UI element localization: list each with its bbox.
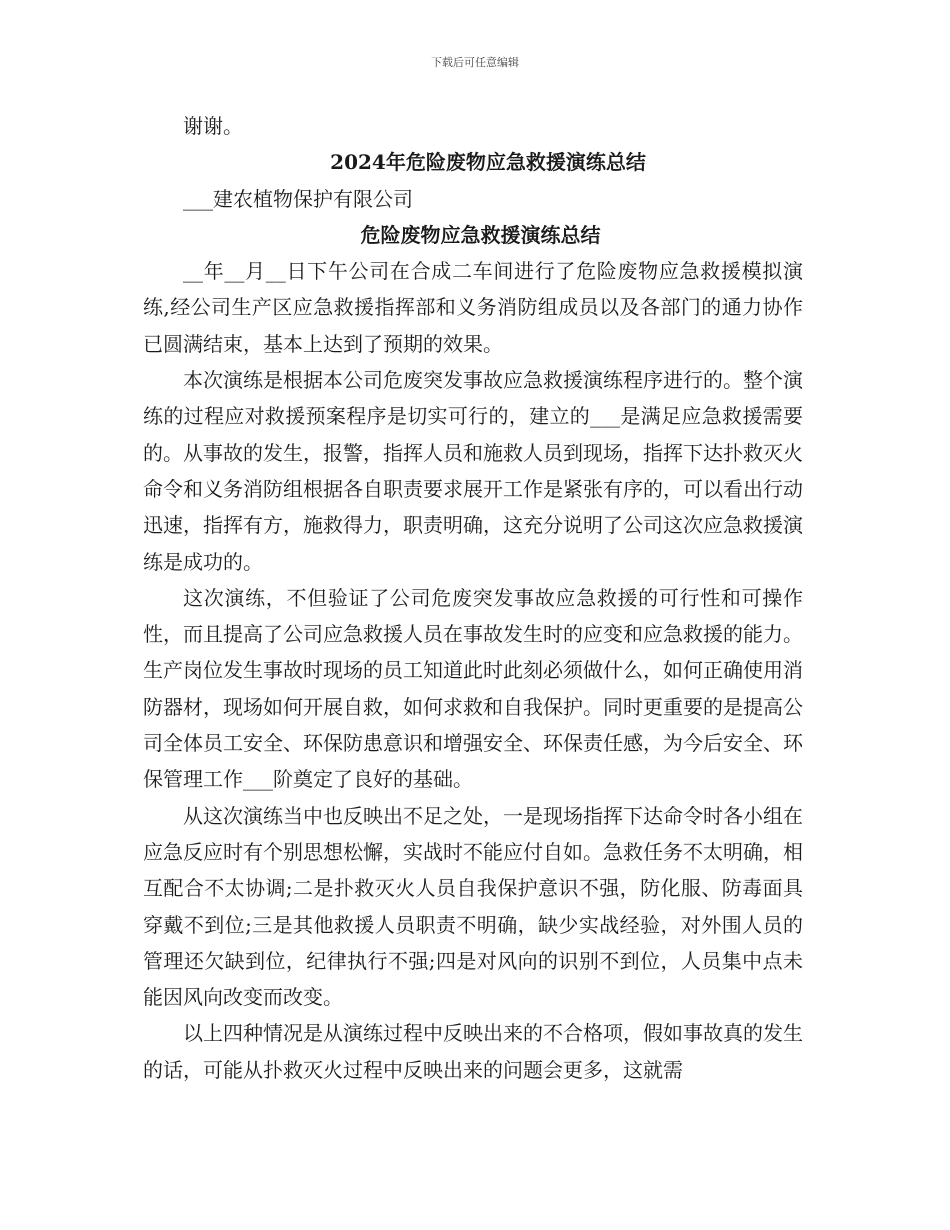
document-body (143, 108, 803, 1088)
paragraph: 这次演练，不但验证了公司危废突发事故应急救援的可行性和可操作性，而且提高了公司应急救援人员在事故发生时的应变和应急救援的能力。生产岗位发生事故时现场的员工知道此时此刻必须做什么，如何正确使用消防器材，现场如何开展自救，如何求救和自我保护。同时更重要的是提高公司全体员工安全、环保防患意识和增强安全、环保责任感，为今后安全、环保管理工作___阶奠定了良好的基础。 (143, 585, 803, 792)
header-note: 下载后可任意编辑 (431, 56, 519, 69)
sub-title: 危险废物应急救援演练总结 (360, 222, 601, 247)
company-name: ___建农植物保护有限公司 (183, 186, 413, 211)
paragraph: 以上四种情况是从演练过程中反映出来的不合格项，假如事故真的发生的话，可能从扑救灭火过程中反映出来的问题会更多，这就需 (143, 1021, 803, 1082)
closing-thanks: 谢谢。 (183, 114, 243, 138)
paragraph: 本次演练是根据本公司危废突发事故应急救援演练程序进行的。整个演练的过程应对救援预案程序是切实可行的，建立的___是满足应急救援需要的。从事故的发生，报警，指挥人员和施救人员到现场，指挥下达扑救灭火命令和义务消防组根据各自职责要求展开工作是紧张有序的，可以看出行动迅速，指挥有方，施救得力，职责明确，这充分说明了公司这次应急救援演练是成功的。 (143, 368, 803, 574)
paragraph: __年__月__日下午公司在合成二车间进行了危险废物应急救援模拟演练,经公司生产区应急救援指挥部和义务消防组成员以及各部门的通力协作已圆满结束，基本上达到了预期的效果。 (143, 259, 803, 356)
main-title: 2024年危险废物应急救援演练总结 (330, 150, 646, 175)
paragraph: 从这次演练当中也反映出不足之处，一是现场指挥下达命令时各小组在应急反应时有个别思想松懈，实战时不能应付自如。急救任务不太明确，相互配合不太协调;二是扑救灭火人员自我保护意识不强，防化服、防毒面具穿戴不到位;三是其他救援人员职责不明确，缺少实战经验，对外围人员的管理还欠缺到位，纪律执行不强;四是对风向的识别不到位，人员集中点未能因风向改变而改变。 (143, 803, 803, 1010)
